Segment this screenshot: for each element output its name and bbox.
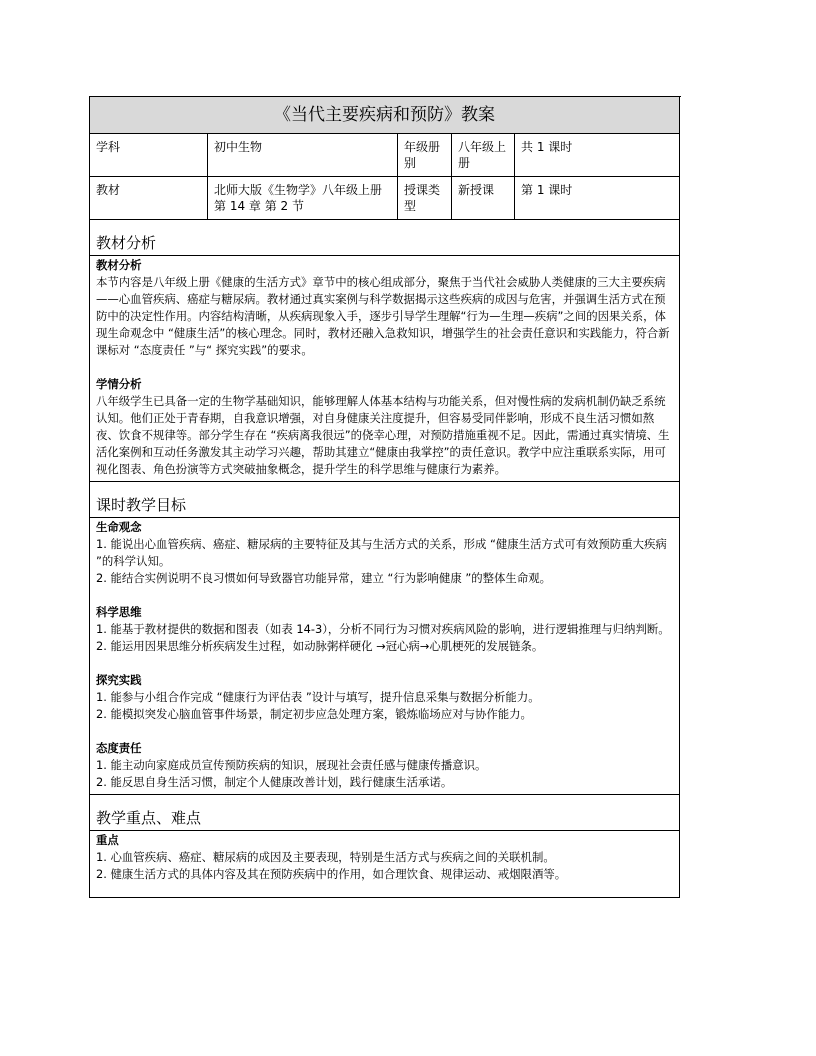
objective-item: 1. 能参与小组合作完成 “健康行为评估表 ”设计与填写，提升信息采集与数据分析能力。 xyxy=(96,690,540,704)
objective-group xyxy=(96,740,673,791)
objective-group xyxy=(96,672,673,723)
info-row-subject xyxy=(90,134,680,177)
type-value: 新授课 xyxy=(452,177,515,220)
section-body-analysis xyxy=(90,256,680,482)
subject-label: 学科 xyxy=(90,134,208,177)
lesson-value: 第 1 课时 xyxy=(515,177,680,220)
section-body-keypoints xyxy=(90,831,680,898)
objective-item: 2. 能反思自身生活习惯，制定个人健康改善计划，践行健康生活承诺。 xyxy=(96,775,453,789)
subject-value: 初中生物 xyxy=(208,134,398,177)
objective-item: 1. 能主动向家庭成员宣传预防疾病的知识，展现社会责任感与健康传播意识。 xyxy=(96,758,487,772)
objective-item: 2. 能运用因果思维分析疾病发生过程，如动脉粥样硬化 →冠心病→心肌梗死的发展链条。 xyxy=(96,639,544,653)
section-heading-keypoints: 教学重点、难点 xyxy=(90,795,680,831)
section-heading-objectives: 课时教学目标 xyxy=(90,482,680,518)
section-body-objectives xyxy=(90,518,680,795)
focus-item: 1. 心血管疾病、癌症、糖尿病的成因及主要表现，特别是生活方式与疾病之间的关联机制。 xyxy=(96,850,555,864)
objective-group-title: 科学思维 xyxy=(96,605,142,619)
type-label: 授课类型 xyxy=(398,177,452,220)
objective-item: 1. 能说出心血管疾病、癌症、糖尿病的主要特征及其与生活方式的关系，形成 “健康生活方式可有效预防重大疾病 ”的科学认知。 xyxy=(96,537,667,568)
objective-item: 1. 能基于教材提供的数据和图表（如表 14-3），分析不同行为习惯对疾病风险的影响，进行逻辑推理与归纳判断。 xyxy=(96,622,670,636)
objective-item: 2. 能模拟突发心脑血管事件场景，制定初步应急处理方案，锻炼临场应对与协作能力。 xyxy=(96,707,532,721)
student-analysis-text: 八年级学生已具备一定的生物学基础知识，能够理解人体基本结构与功能关系，但对慢性病的发病机制仍缺乏系统认知。他们正处于青春期，自我意识增强，对自身健康关注度提升，但容易受同伴影响，形成不良生活习惯如熬夜、饮食不规律等。部分学生存在 “疾病离我很远”的侥幸心理，对预防措施重视不足。因此，需通过真实情境、生活化案例和互动任务激发其主动学习兴趣，帮助其建立“健康由我掌控”的责任意识。教学中应注重联系实际，用可视化图表、角色扮演等方式突破抽象概念，提升学生的科学思维与健康行为素养。 xyxy=(96,394,670,476)
grade-value: 八年级上册 xyxy=(452,134,515,177)
objective-item: 2. 能结合实例说明不良习惯如何导致器官功能异常，建立 “行为影响健康 ”的整体生命观。 xyxy=(96,571,551,585)
document-title: 《当代主要疾病和预防》教案 xyxy=(90,97,680,134)
student-analysis-title: 学情分析 xyxy=(96,377,142,391)
lesson-plan-table xyxy=(89,96,680,898)
lesson-plan-page xyxy=(89,96,679,898)
textbook-analysis-title: 教材分析 xyxy=(96,258,142,272)
objective-group-title: 探究实践 xyxy=(96,673,142,687)
focus-title: 重点 xyxy=(96,833,119,847)
objective-group-title: 生命观念 xyxy=(96,520,142,534)
hours-value: 共 1 课时 xyxy=(515,134,680,177)
objective-group xyxy=(96,519,673,587)
textbook-analysis-text: 本节内容是八年级上册《健康的生活方式》章节中的核心组成部分，聚焦于当代社会威胁人类健康的三大主要疾病——心血管疾病、癌症与糖尿病。教材通过真实案例与科学数据揭示这些疾病的成因与危害，并强调生活方式在预防中的决定性作用。内容结构清晰，从疾病现象入手，逐步引导学生理解“行为—生理—疾病”之间的因果关系，体现生命观念中 “健康生活”的核心理念。同时，教材还融入急救知识，增强学生的社会责任意识和实践能力，符合新课标对 “态度责任 ”与“ 探究实践”的要求。 xyxy=(96,275,670,357)
objective-group-title: 态度责任 xyxy=(96,741,142,755)
material-value: 北师大版《生物学》八年级上册 第 14 章 第 2 节 xyxy=(208,177,398,220)
material-label: 教材 xyxy=(90,177,208,220)
section-heading-analysis: 教材分析 xyxy=(90,220,680,256)
info-row-material xyxy=(90,177,680,220)
grade-label: 年级册别 xyxy=(398,134,452,177)
focus-item: 2. 健康生活方式的具体内容及其在预防疾病中的作用，如合理饮食、规律运动、戒烟限酒等。 xyxy=(96,867,567,881)
objective-group xyxy=(96,604,673,655)
